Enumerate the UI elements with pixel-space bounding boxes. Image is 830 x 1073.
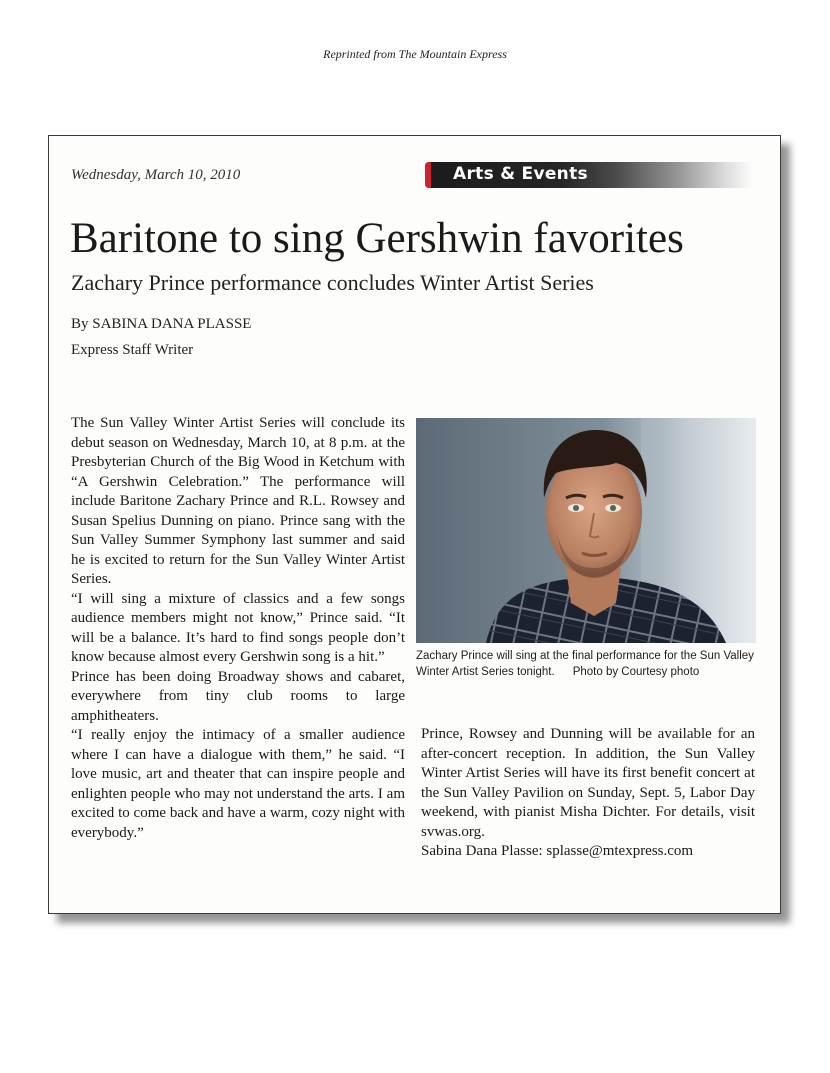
paragraph: Prince has been doing Broadway shows and cabaret, everywhere from tiny club rooms to large amphitheaters.	[71, 668, 405, 724]
paragraph: The Sun Valley Winter Artist Series will conclude its debut season on Wednesday, March 10, at 8 p.m. at the Presbyterian Church of the Big Wood in Ketchum with “A Gershwin Celebration.” The performance will include Baritone Zachary Prince and R.L. Rowsey and Susan Spelius Dunning on piano. Prince sang with the Sun Valley Summer Symphony last summer and said he is excited to return for the Sun Valley Winter Artist Series.	[71, 415, 405, 587]
photo-credit: Photo by Courtesy photo	[572, 666, 700, 678]
right-column	[421, 725, 755, 862]
photo-caption	[416, 648, 761, 680]
paragraph: “I really enjoy the intimacy of a smaller audience where I can have a dialogue with them,” he said. “I love music, art and theater that can inspire people and enlighten people who may not understand the arts. I am excited to come back and have a warm, cozy night with everybody.”	[71, 727, 405, 841]
byline: By SABINA DANA PLASSE	[71, 316, 252, 332]
section-label: Arts & Events	[453, 164, 588, 184]
article-card	[48, 135, 781, 914]
portrait-photo	[416, 418, 756, 643]
left-column	[71, 414, 405, 843]
reprint-note: Reprinted from The Mountain Express	[323, 47, 507, 61]
author-role: Express Staff Writer	[71, 342, 194, 358]
article-date: Wednesday, March 10, 2010	[71, 167, 241, 183]
banner-accent	[425, 162, 431, 188]
section-banner	[425, 162, 753, 188]
subheadline: Zachary Prince performance concludes Winter Artist Series	[71, 270, 594, 295]
paragraph: “I will sing a mixture of classics and a few songs audience members might not know,” Prince said. “It will be a balance. It’s hard to find songs people don’t know because almost every Gershwin song is a hit.”	[71, 590, 405, 665]
caption-text: Zachary Prince will sing at the final performance for the Sun Valley Winter Artist Series tonight.	[416, 650, 754, 678]
author-contact: Sabina Dana Plasse: splasse@mtexpress.com	[421, 843, 694, 859]
paragraph: Prince, Rowsey and Dunning will be available for an after-concert reception. In addition, the Sun Valley Winter Artist Series will have its first benefit concert at the Sun Valley Pavilion on Sunday, Sept. 5, Labor Day weekend, with pianist Misha Dichter. For details, visit svwas.org.	[421, 726, 755, 840]
headline: Baritone to sing Gershwin favorites	[70, 215, 684, 262]
